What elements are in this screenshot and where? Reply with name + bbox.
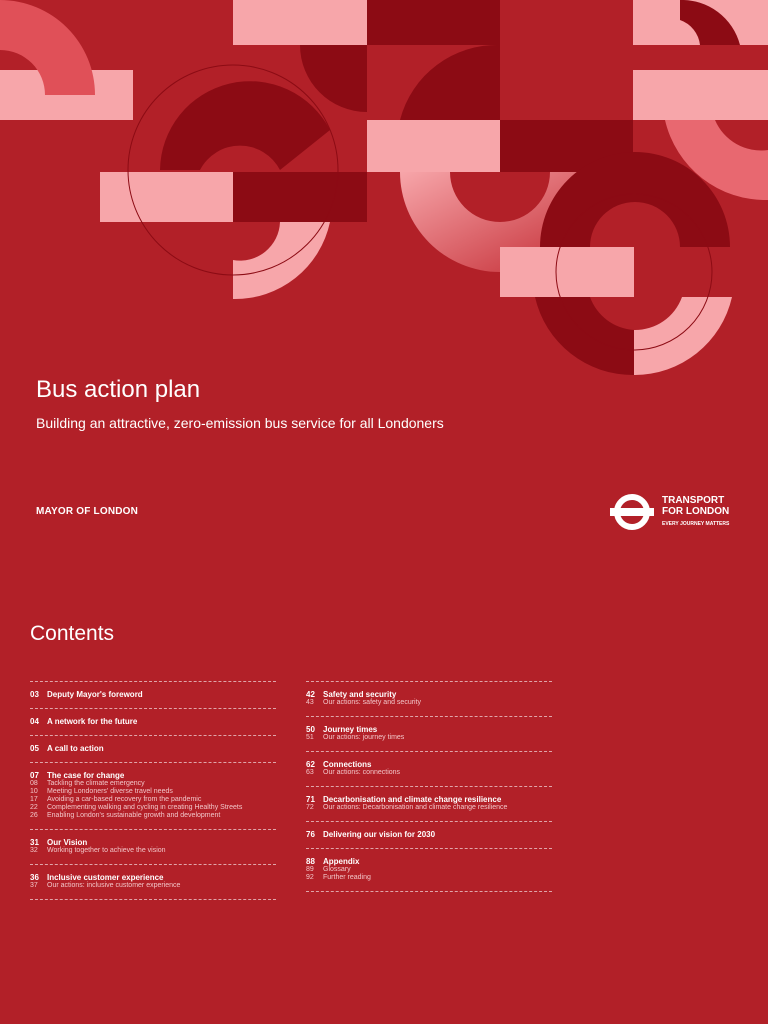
mayor-of-london-logo: MAYOR OF LONDON xyxy=(36,506,139,517)
sub-page-number: 10 xyxy=(30,788,38,795)
contents-entry[interactable] xyxy=(30,864,276,900)
sub-page-number: 26 xyxy=(30,812,38,819)
sub-page-number: 92 xyxy=(306,874,314,881)
sub-entry-title: Our actions: inclusive customer experience xyxy=(47,882,181,889)
contents-heading: Contents xyxy=(30,622,115,645)
sub-page-number: 17 xyxy=(30,796,38,803)
entry-title: Our Vision xyxy=(47,838,88,847)
contents-entry[interactable] xyxy=(30,735,276,762)
page-number: 36 xyxy=(30,873,39,882)
page-number: 50 xyxy=(306,725,315,734)
page-number: 42 xyxy=(306,690,315,699)
entry-title: Deputy Mayor's foreword xyxy=(47,690,143,699)
sub-entry-title: Meeting Londoners' diverse travel needs xyxy=(47,788,173,795)
sub-entry-title: Avoiding a car-based recovery from the pandemic xyxy=(47,796,202,803)
cover-artwork xyxy=(0,0,768,380)
contents-entry[interactable] xyxy=(306,751,552,786)
sub-page-number: 51 xyxy=(306,734,314,741)
sub-entry-title: Our actions: journey times xyxy=(323,734,405,741)
entry-title: The case for change xyxy=(47,771,125,780)
page-number: 88 xyxy=(306,857,315,866)
sub-page-number: 08 xyxy=(30,780,38,787)
sub-entry-title: Our actions: Decarbonisation and climate change resilience xyxy=(323,804,508,811)
page-subtitle: Building an attractive, zero-emission bus service for all Londoners xyxy=(36,415,444,431)
sub-entry-title: Tackling the climate emergency xyxy=(47,780,145,787)
page-number: 05 xyxy=(30,744,39,753)
sub-entry-title: Complementing walking and cycling in creating Healthy Streets xyxy=(47,804,243,811)
entry-title: Decarbonisation and climate change resilience xyxy=(323,795,502,804)
contents-entry[interactable] xyxy=(306,821,552,848)
contents-entry[interactable] xyxy=(306,786,552,821)
contents-entry[interactable] xyxy=(30,708,276,735)
contents-entry[interactable] xyxy=(30,681,276,708)
entry-title: Connections xyxy=(323,760,372,769)
sub-page-number: 43 xyxy=(306,699,314,706)
tfl-logo-text: TRANSPORT FOR LONDON xyxy=(662,495,730,517)
contents-column-left xyxy=(30,681,276,900)
sub-entry-title: Further reading xyxy=(323,874,371,881)
sub-entry-title: Working together to achieve the vision xyxy=(47,847,166,854)
sub-page-number: 22 xyxy=(30,804,38,811)
page-number: 76 xyxy=(306,830,315,839)
contents-entry[interactable] xyxy=(306,716,552,751)
entry-title: Delivering our vision for 2030 xyxy=(323,830,436,839)
contents-entry[interactable] xyxy=(306,681,552,716)
sub-page-number: 63 xyxy=(306,769,314,776)
page-number: 03 xyxy=(30,690,39,699)
sub-entry-title: Enabling London's sustainable growth and development xyxy=(47,812,221,819)
page-number: 62 xyxy=(306,760,315,769)
sub-entry-title: Our actions: connections xyxy=(323,769,401,776)
contents-column-right xyxy=(306,681,552,892)
contents-entry[interactable] xyxy=(30,829,276,864)
entry-title: Inclusive customer experience xyxy=(47,873,164,882)
sub-page-number: 72 xyxy=(306,804,314,811)
sub-entry-title: Our actions: safety and security xyxy=(323,699,422,706)
entry-title: Safety and security xyxy=(323,690,397,699)
entry-title: A call to action xyxy=(47,744,104,753)
entry-title: A network for the future xyxy=(47,717,138,726)
entry-title: Journey times xyxy=(323,725,378,734)
contents-entry[interactable] xyxy=(306,848,552,892)
sub-page-number: 32 xyxy=(30,847,38,854)
entry-title: Appendix xyxy=(323,857,360,866)
page-number: 71 xyxy=(306,795,315,804)
page-number: 31 xyxy=(30,838,39,847)
page-title: Bus action plan xyxy=(36,376,201,403)
page-number: 07 xyxy=(30,771,39,780)
page-number: 04 xyxy=(30,717,39,726)
sub-entry-title: Glossary xyxy=(323,866,351,873)
sub-page-number: 89 xyxy=(306,866,314,873)
tfl-tagline: EVERY JOURNEY MATTERS xyxy=(662,521,730,527)
contents-entry[interactable] xyxy=(30,762,276,829)
sub-page-number: 37 xyxy=(30,882,38,889)
